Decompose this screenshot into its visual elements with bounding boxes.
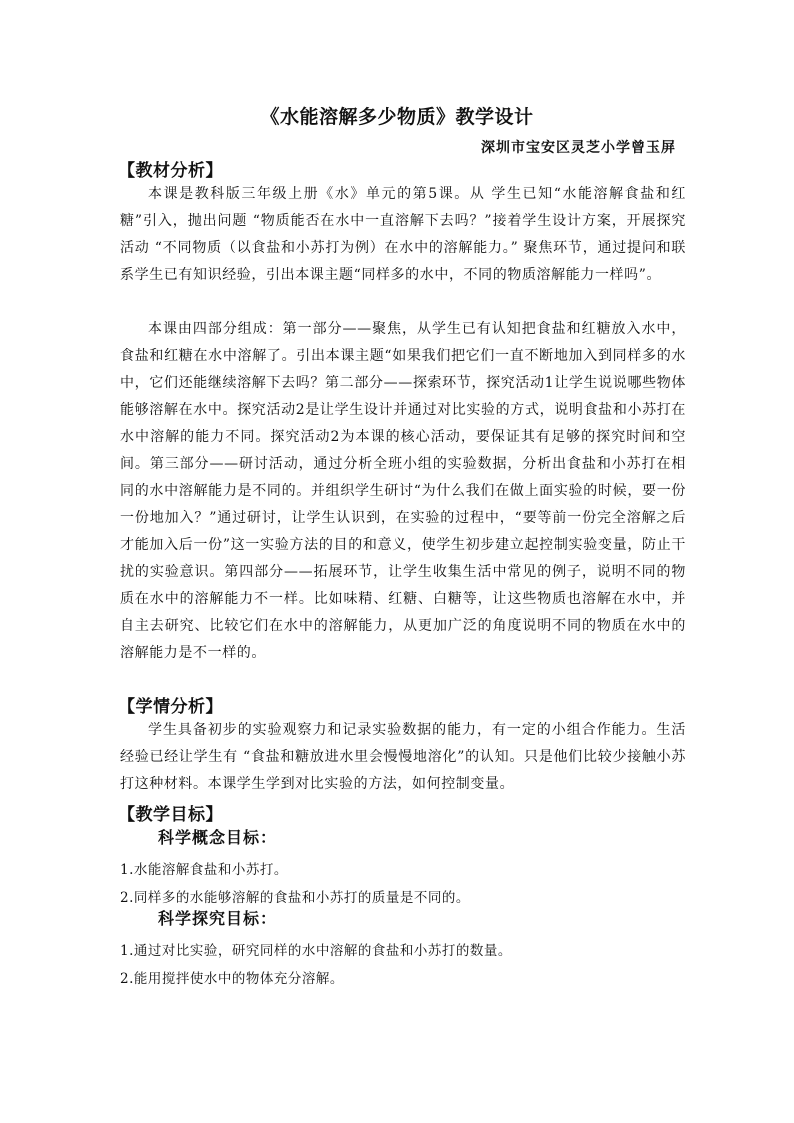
document-title: 《水能溶解多少物质》教学设计 [260, 106, 534, 128]
textbook-analysis-paragraph-2: 本课由四部分组成：第一部分——聚焦，从学生已有认知把食盐和红糖放入水中，食盐和红糖在水中溶解了。引出本课主题“如果我们把它们一直不断地加入到同样多的水中，它们还能继续溶解下去吗？第二部分——探索环节，探究活动1让学生说说哪些物体能够溶解在水中。探究活动2是让学生设计并通过对比实验的方式，说明食盐和小苏打在水中溶解的能力不同。探究活动2为本课的核心活动，要保证其有足够的探究时间和空间。第三部分——研讨活动，通过分析全班小组的实验数据，分析出食盐和小苏打在相同的水中溶解能力是不同的。并组织学生研讨“为什么我们在做上面实验的时候，要一份一份地加入？”通过研讨，让学生认识到，在实验的过程中，“要等前一份完全溶解之后才能加入后一份”这一实验方法的目的和意义，使学生初步建立起控制实验变量，防止干扰的实验意识。第四部分——拓展环节，让学生收集生活中常见的例子，说明不同的物质在水中的溶解能力不一样。比如味精、红糖、白糖等，让这些物质也溶解在水中，并自主去研究、比较它们在水中的溶解能力，从更加广泛的角度说明不同的物质在水中的溶解能力是不一样的。 [120, 321, 686, 661]
subheading-concept-objectives: 科学概念目标： [158, 828, 278, 847]
concept-objective-item-2: 2.同样多的水能够溶解的食盐和小苏打的质量是不同的。 [120, 890, 470, 906]
subheading-inquiry-objectives: 科学探究目标： [158, 909, 278, 928]
inquiry-objective-item-2: 2.能用搅拌使水中的物体充分溶解。 [120, 971, 344, 987]
document-author: 深圳市宝安区灵芝小学曾玉屏 [481, 140, 676, 156]
concept-objective-item-1: 1.水能溶解食盐和小苏打。 [120, 862, 288, 878]
section-heading-objectives: 【教学目标】 [118, 805, 223, 825]
learner-analysis-paragraph: 学生具备初步的实验观察力和记录实验数据的能力，有一定的小组合作能力。生活经验已经让学生有 “食盐和糖放进水里会慢慢地溶化”的认知。只是他们比较少接触小苏打这种材料。本课学生学到对比实验的方法，如何控制变量。 [120, 722, 686, 792]
section-heading-learner-analysis: 【学情分析】 [118, 697, 223, 717]
inquiry-objective-item-1: 1.通过对比实验，研究同样的水中溶解的食盐和小苏打的数量。 [120, 943, 512, 959]
textbook-analysis-paragraph-1: 本课是教科版三年级上册《水》单元的第5课。从 学生已知“水能溶解食盐和红糖”引入，抛出问题 “物质能否在水中一直溶解下去吗？”接着学生设计方案，开展探究活动 “不同物质（以食盐和小苏打为例）在水中的溶解能力。” 聚焦环节，通过提问和联系学生已有知识经验，引出本课主题“同样多的水中，不同的物质溶解能力一样吗”。 [120, 186, 686, 283]
section-heading-textbook-analysis: 【教材分析】 [118, 161, 223, 181]
